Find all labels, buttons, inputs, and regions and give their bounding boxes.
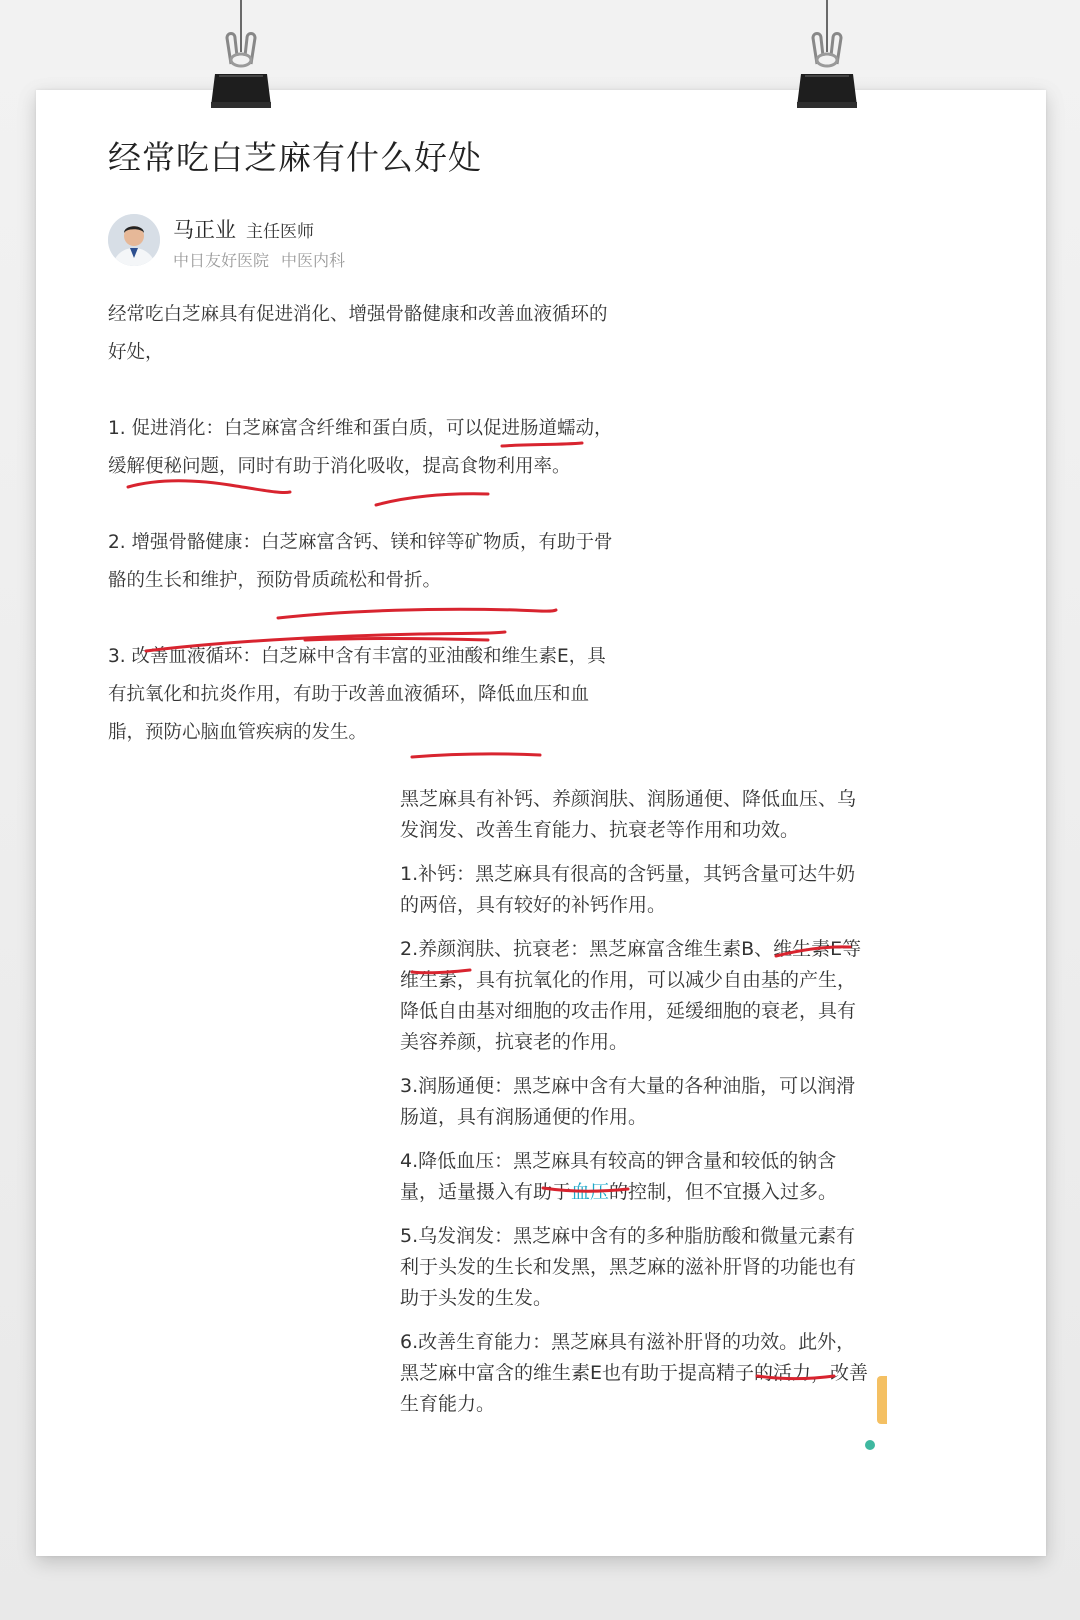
author-name-line bbox=[173, 214, 314, 244]
point-blood-circulation: 3. 改善血液循环：白芝麻中含有丰富的亚油酸和维生素E，具有抗氧化和抗炎作用，有助于改善血液循环，降低血压和血脂，预防心脑血管疾病的发生。 bbox=[108, 646, 606, 743]
white-sesame-section bbox=[108, 296, 618, 790]
black-sesame-section bbox=[400, 784, 870, 1433]
black-sesame-intro: 黑芝麻具有补钙、养颜润肤、润肠通便、降低血压、乌发润发、改善生育能力、抗衰老等作用和功效。 bbox=[400, 788, 857, 841]
paper-sheet bbox=[36, 90, 1046, 1556]
blood-pressure-link[interactable]: 血压 bbox=[571, 1181, 610, 1203]
point-blood-pressure-text-b: 的控制，但不宜摄入过多。 bbox=[609, 1181, 838, 1203]
floating-widget-dot bbox=[865, 1440, 875, 1450]
author-affiliation bbox=[173, 248, 345, 271]
point-hair: 5.乌发润发：黑芝麻中含有的多种脂肪酸和微量元素有利于头发的生长和发黑，黑芝麻的滋补肝肾的功能也有助于头发的生发。 bbox=[400, 1225, 857, 1309]
author-name[interactable]: 马正业 bbox=[173, 218, 236, 242]
floating-widget-tab[interactable] bbox=[877, 1376, 887, 1424]
point-fertility: 6.改善生育能力：黑芝麻具有滋补肝肾的功效。此外，黑芝麻中富含的维生素E也有助于提高精子的活力，改善生育能力。 bbox=[400, 1331, 869, 1415]
point-calcium: 1.补钙：黑芝麻具有很高的含钙量，其钙含量可达牛奶的两倍，具有较好的补钙作用。 bbox=[400, 863, 856, 916]
point-digestion: 1. 促进消化：白芝麻富含纤维和蛋白质，可以促进肠道蠕动，缓解便秘问题，同时有助于消化吸收，提高食物利用率。 bbox=[108, 418, 613, 477]
author-role: 主任医师 bbox=[246, 222, 314, 242]
author-department: 中医内科 bbox=[281, 251, 346, 270]
binder-clip-left bbox=[209, 30, 273, 108]
point-intestine: 3.润肠通便：黑芝麻中含有大量的各种油脂，可以润滑肠道，具有润肠通便的作用。 bbox=[400, 1075, 856, 1128]
point-bone-health: 2. 增强骨骼健康：白芝麻富含钙、镁和锌等矿物质，有助于骨骼的生长和维护，预防骨质疏松和骨折。 bbox=[108, 532, 613, 591]
point-blood-pressure bbox=[400, 1146, 870, 1208]
article-title: 经常吃白芝麻有什么好处 bbox=[108, 138, 482, 177]
intro-paragraph: 经常吃白芝麻具有促进消化、增强骨骼健康和改善血液循环的好处， bbox=[108, 304, 608, 363]
binder-clip-right bbox=[795, 30, 859, 108]
author-avatar[interactable] bbox=[108, 214, 160, 266]
point-skin-care: 2.养颜润肤、抗衰老：黑芝麻富含维生素B、维生素E等维生素，具有抗氧化的作用，可以减少自由基的产生，降低自由基对细胞的攻击作用，延缓细胞的衰老，具有美容养颜，抗衰老的作用。 bbox=[400, 938, 862, 1053]
point-blood-pressure-text-a: 4.降低血压：黑芝麻具有较高的钾含量和较低的钠含量，适量摄入有助于 bbox=[400, 1150, 837, 1203]
author-hospital: 中日友好医院 bbox=[173, 251, 270, 270]
